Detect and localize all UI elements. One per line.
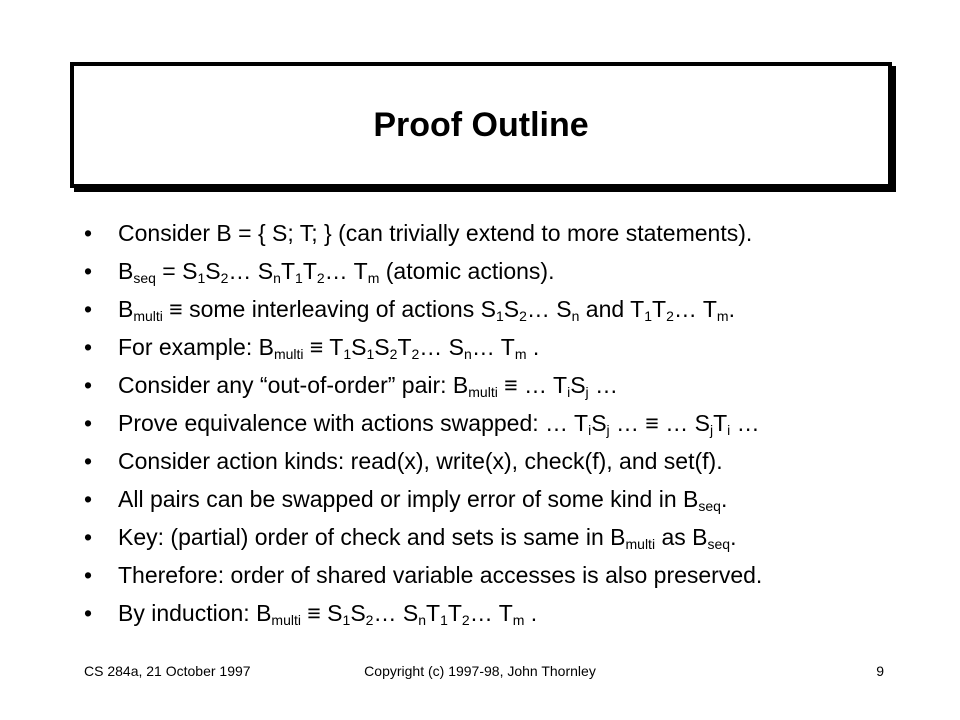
bullet-item [84, 214, 934, 252]
text-run: and T [579, 296, 645, 322]
subscript: n [273, 270, 281, 286]
text-run: ≡ … T [497, 372, 568, 398]
subscript: m [514, 346, 527, 362]
text-run: S [205, 258, 221, 284]
bullet-item [84, 290, 934, 328]
text-run: … T [324, 258, 368, 284]
page-number: 9 [876, 663, 884, 679]
text-run: . [730, 524, 737, 550]
bullet-item [84, 366, 934, 404]
text-run: Consider action kinds: read(x), write(x), check(f), and set(f). [118, 448, 723, 474]
slide-title: Proof Outline [373, 105, 589, 144]
subscript: 2 [220, 270, 229, 286]
subscript: 2 [666, 308, 674, 324]
text-run: T [302, 258, 317, 284]
subscript: m [512, 612, 525, 628]
text-run: By induction: B [118, 600, 272, 626]
subscript: n [571, 308, 580, 324]
bullet-item [84, 556, 934, 594]
subscript: m [367, 270, 380, 286]
text-run: Consider any “out-of-order” pair: B [118, 372, 469, 398]
subscript: multi [273, 346, 304, 362]
text-run: . [720, 486, 728, 512]
subscript: n [418, 612, 426, 628]
subscript: 2 [316, 270, 325, 286]
bullet-item [84, 252, 934, 290]
text-run: T [447, 600, 462, 626]
text-run: Key: (partial) order of check and sets is same in B [118, 524, 626, 550]
text-run: … S [228, 258, 274, 284]
subscript: 1 [343, 346, 352, 362]
subscript: seq [133, 270, 156, 286]
text-run: … S [526, 296, 572, 322]
text-run: Consider B = { S; T; } (can trivially extend to more statements). [118, 220, 753, 246]
subscript: 2 [411, 346, 420, 362]
subscript: n [464, 346, 472, 362]
subscript: seq [698, 498, 721, 514]
text-run: For example: B [118, 334, 274, 360]
text-run: S [591, 410, 607, 436]
subscript: i [588, 422, 592, 438]
bullet-item [84, 480, 934, 518]
text-run: … T [471, 334, 515, 360]
bullet-item [84, 404, 934, 442]
subscript: seq [707, 536, 731, 552]
text-run: S [503, 296, 520, 322]
bullet-item [84, 518, 934, 556]
bullet-list [84, 214, 934, 632]
text-run: T [280, 258, 296, 284]
text-run: ≡ some interleaving of actions S [162, 296, 496, 322]
text-run: ≡ T [303, 334, 344, 360]
subscript: multi [625, 536, 656, 552]
text-run: . [524, 600, 538, 626]
footer-course-date: CS 284a, 21 October 1997 [84, 663, 251, 679]
subscript: multi [468, 384, 498, 400]
subscript: 1 [644, 308, 652, 324]
subscript: 2 [461, 612, 470, 628]
subscript: j [585, 384, 589, 400]
footer-copyright: Copyright (c) 1997-98, John Thornley [364, 663, 596, 679]
text-run: as B [655, 524, 708, 550]
subscript: multi [271, 612, 301, 628]
subscript: multi [133, 308, 163, 324]
text-run: T [397, 334, 412, 360]
text-run: … T [673, 296, 717, 322]
subscript: i [567, 384, 571, 400]
text-run: T [652, 296, 667, 322]
text-run: B [118, 258, 134, 284]
text-run: (atomic actions). [379, 258, 555, 284]
subscript: 1 [342, 612, 351, 628]
bullet-item [84, 594, 934, 632]
text-run: S [350, 600, 366, 626]
subscript: 1 [197, 270, 206, 286]
subscript: 2 [519, 308, 527, 324]
subscript: i [727, 422, 731, 438]
text-run: … S [419, 334, 465, 360]
text-run: S [374, 334, 390, 360]
text-run: Prove equivalence with actions swapped: … T [118, 410, 589, 436]
subscript: j [709, 422, 714, 438]
text-run: … [730, 410, 760, 436]
subscript: 2 [389, 346, 398, 362]
text-run: … S [373, 600, 419, 626]
text-run: … [588, 372, 619, 398]
subscript: j [606, 422, 610, 438]
text-run: = S [155, 258, 198, 284]
subscript: 1 [295, 270, 303, 286]
subscript: 2 [365, 612, 374, 628]
bullet-item [84, 328, 934, 366]
subscript: 1 [495, 308, 504, 324]
text-run: ≡ S [300, 600, 343, 626]
subscript: 1 [440, 612, 448, 628]
text-run: … ≡ … S [609, 410, 710, 436]
subscript: m [716, 308, 729, 324]
text-run: All pairs can be swapped or imply error of some kind in B [118, 486, 699, 512]
text-run: B [118, 296, 134, 322]
text-run: T [426, 600, 441, 626]
text-run: Therefore: order of shared variable accesses is also preserved. [118, 562, 763, 588]
bullet-item [84, 442, 934, 480]
text-run: S [351, 334, 367, 360]
subscript: 1 [366, 346, 375, 362]
text-run: S [570, 372, 586, 398]
title-box [70, 62, 892, 188]
text-run: T [713, 410, 728, 436]
text-run: . [728, 296, 735, 322]
text-run: . [526, 334, 540, 360]
text-run: … T [469, 600, 513, 626]
